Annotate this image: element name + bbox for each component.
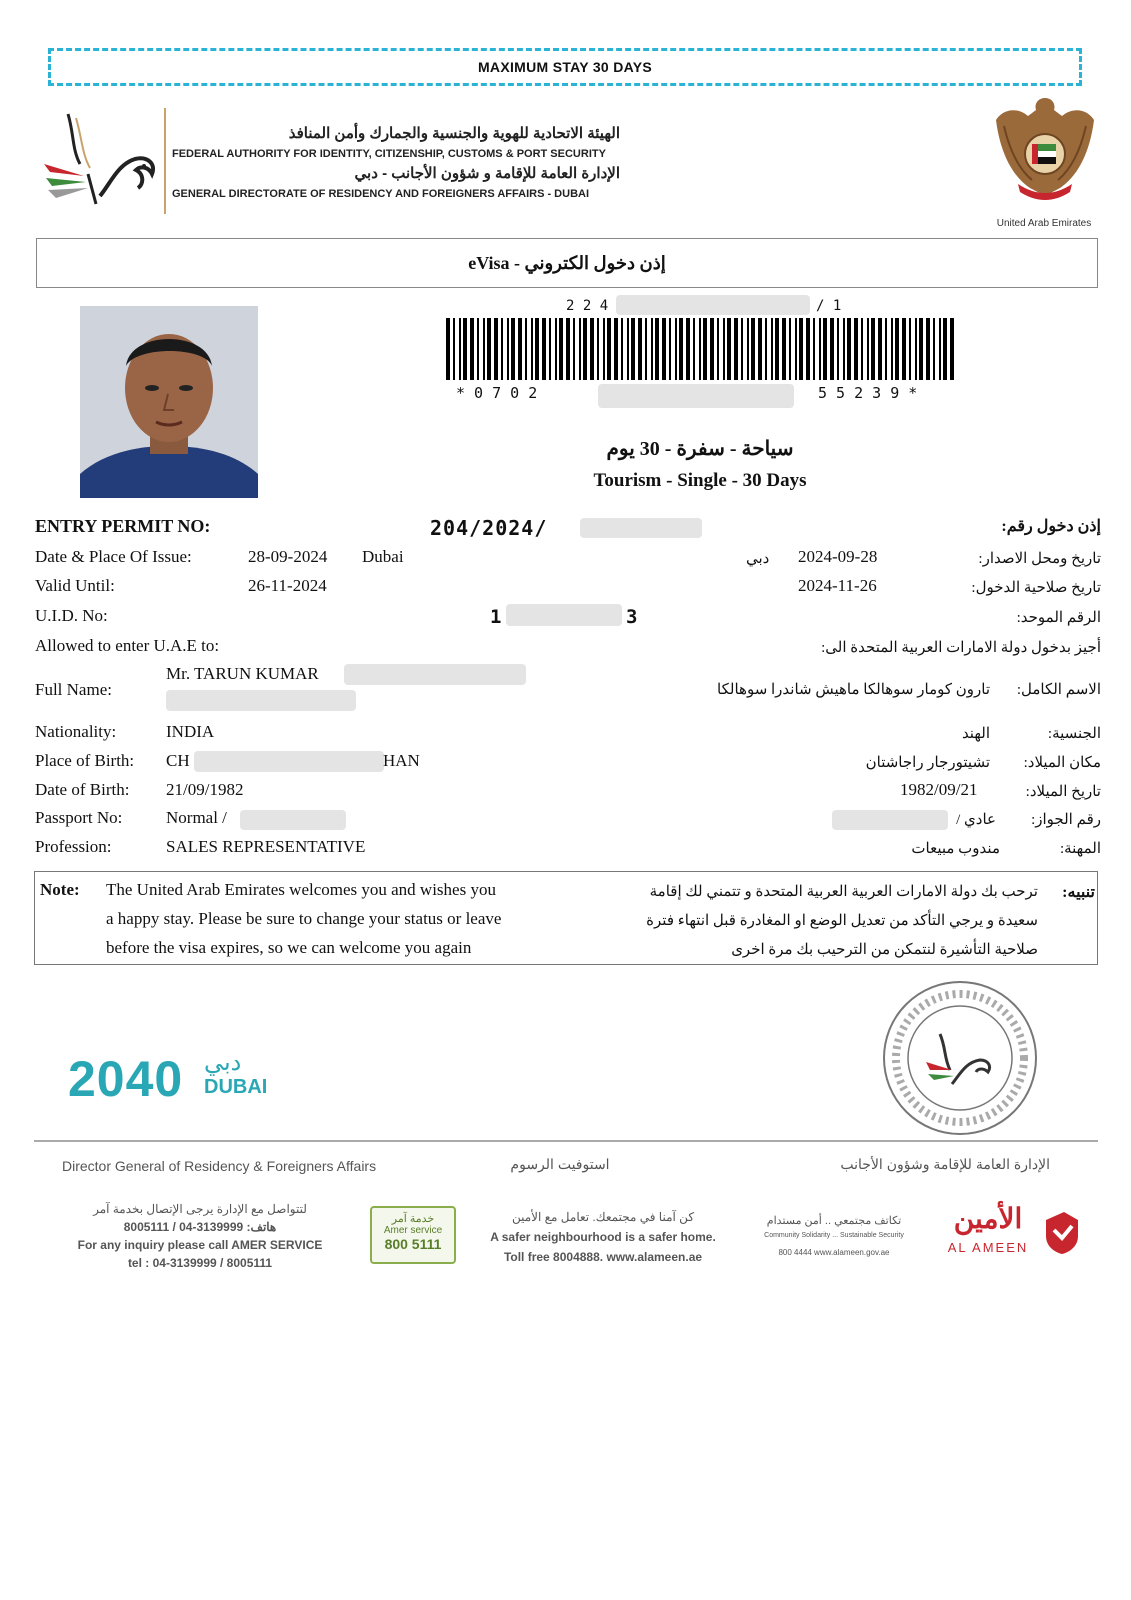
- passport-value: Normal /: [166, 808, 227, 827]
- footer-director-ar: الإدارة العامة للإقامة وشؤون الأجانب: [840, 1156, 1050, 1172]
- allowed-label-ar: أجيز بدخول دولة الامارات العربية المتحدة الى:: [821, 640, 1101, 656]
- entry-permit-label-ar: إذن دخول رقم:: [1001, 518, 1101, 535]
- note-label: Note:: [40, 880, 80, 899]
- evisa-title: eVisa - إذن دخول الكتروني: [468, 252, 666, 273]
- nationality-value: INDIA: [166, 722, 215, 741]
- passport-value-ar: عادي /: [956, 812, 996, 828]
- issue-date-ar: 2024-09-28: [798, 547, 878, 566]
- uae-emblem-icon: [990, 92, 1100, 216]
- visa-type-ar: سياحة - سفرة - 30 يوم: [606, 438, 794, 460]
- dubai-2040-en: DUBAI: [204, 1076, 268, 1098]
- valid-label-ar: تاريخ صلاحية الدخول:: [971, 580, 1101, 596]
- barcode-bottom-left: * 0 7 0 2: [456, 384, 538, 402]
- amer-logo-en: Amer service: [383, 1225, 443, 1236]
- issue-date: 28-09-2024: [248, 547, 328, 566]
- barcode-bottom-redaction: [598, 384, 794, 408]
- dob-value: 21/09/1982: [166, 780, 244, 799]
- authority-en-line2: GENERAL DIRECTORATE OF RESIDENCY AND FOREIGNERS AFFAIRS - DUBAI: [172, 188, 590, 200]
- profession-value: SALES REPRESENTATIVE: [166, 837, 366, 856]
- valid-date: 26-11-2024: [248, 576, 327, 595]
- passport-redaction: [240, 810, 346, 830]
- dob-value-ar: 1982/09/21: [900, 780, 978, 799]
- name-redaction-1: [344, 664, 526, 685]
- valid-label: Valid Until:: [35, 576, 115, 595]
- birthplace-redaction: [194, 751, 384, 772]
- name-label-ar: الاسم الكامل:: [1016, 682, 1101, 698]
- alameen-tag-ar: تكاتف مجتمعي .. أمن مستدام: [766, 1215, 902, 1227]
- alameen-hand-icon: [1040, 1210, 1084, 1256]
- profession-label-ar: المهنة:: [1059, 841, 1101, 857]
- emblem-caption: United Arab Emirates: [996, 218, 1092, 229]
- barcode-top-right: / 1: [816, 298, 842, 314]
- birthplace-value-start: CH: [166, 751, 190, 770]
- dob-label: Date of Birth:: [35, 780, 130, 799]
- amer-logo-ar: خدمة آمر: [391, 1213, 435, 1225]
- name-value: Mr. TARUN KUMAR: [166, 664, 319, 683]
- dubai-2040-ar: دبي: [204, 1049, 242, 1076]
- nationality-value-ar: الهند: [961, 726, 990, 742]
- passport-label: Passport No:: [35, 808, 123, 827]
- footer-fees-ar: استوفيت الرسوم: [510, 1156, 610, 1172]
- logo-divider: [164, 108, 166, 214]
- entry-permit-number: 204/2024/: [430, 516, 548, 540]
- alameen-logo-en: AL AMEEN: [947, 1240, 1029, 1255]
- entry-permit-redaction: [580, 518, 702, 538]
- birthplace-label: Place of Birth:: [35, 751, 135, 770]
- contact-tel: tel : 04-3139999 / 8005111: [127, 1256, 273, 1270]
- note-line-3: before the visa expires, so we can welcome you again: [106, 938, 472, 957]
- uid-label-ar: الرقم الموحد:: [1016, 610, 1101, 626]
- visa-type-en: Tourism - Single - 30 Days: [593, 470, 807, 491]
- barcode-bars: [446, 318, 956, 380]
- safe-toll: Toll free 8004888. www.alameen.ae: [503, 1250, 703, 1264]
- valid-date-ar: 2024-11-26: [798, 576, 877, 595]
- issue-place-ar: دبي: [746, 551, 770, 567]
- profession-value-ar: مندوب مبيعات: [911, 841, 1000, 857]
- contact-en: For any inquiry please call AMER SERVICE: [77, 1238, 323, 1252]
- profession-label: Profession:: [35, 837, 112, 856]
- footer-director-en: Director General of Residency & Foreigners Affairs: [62, 1158, 377, 1174]
- name-value-ar: تارون كومار سوهالكا ماهيش شاندرا سوهالكا: [717, 682, 990, 698]
- passport-label-ar: رقم الجواز:: [1031, 812, 1101, 828]
- birthplace-label-ar: مكان الميلاد:: [1023, 755, 1101, 771]
- note-ar-line-1: ترحب بك دولة الامارات العربية العربية المتحدة و تتمني لك إقامة: [649, 884, 1038, 900]
- authority-en-line1: FEDERAL AUTHORITY FOR IDENTITY, CITIZENSHIP, CUSTOMS & PORT SECURITY: [172, 148, 606, 160]
- nationality-label-ar: الجنسية:: [1047, 726, 1101, 742]
- uid-prefix: 1: [490, 606, 502, 628]
- safe-en: A safer neighbourhood is a safer home.: [490, 1230, 716, 1244]
- amer-logo: [370, 1206, 456, 1264]
- barcode-top-redaction: [616, 295, 810, 315]
- uid-label: U.I.D. No:: [35, 606, 108, 625]
- note-ar-line-3: صلاحية التأشيرة لنتمكن من الترحيب بك مرة اخرى: [731, 942, 1038, 958]
- nationality-label: Nationality:: [35, 722, 117, 741]
- dubai-2040-number: 2040: [68, 1051, 184, 1107]
- barcode-top-left: 2 2 4: [566, 298, 609, 314]
- contact-phone: 8005111 / 04-3139999 :هاتف: [123, 1220, 277, 1234]
- alameen-tag-en: Community Solidarity ... Sustainable Security: [764, 1232, 904, 1239]
- uid-redaction: [506, 604, 622, 626]
- note-label-ar: تنبيه:: [1062, 884, 1095, 901]
- applicant-photo: [80, 306, 258, 498]
- footer-divider: [34, 1140, 1098, 1142]
- issue-place: Dubai: [362, 547, 404, 566]
- issue-label-ar: تاريخ ومحل الاصدار:: [978, 551, 1101, 567]
- dob-label-ar: تاريخ الميلاد:: [1025, 784, 1101, 800]
- max-stay-banner: [48, 48, 1082, 86]
- alameen-contact: 800 4444 www.alameen.gov.ae: [778, 1248, 890, 1257]
- entry-permit-label: ENTRY PERMIT NO:: [35, 516, 211, 536]
- official-stamp-icon: [880, 978, 1040, 1138]
- barcode-bottom-right: 5 5 2 3 9 *: [818, 384, 918, 402]
- note-ar-line-2: سعيدة و يرجي التأكد من تعديل الوضع او المغادرة قبل انتهاء فترة: [646, 913, 1038, 929]
- safe-ar: كن آمنا في مجتمعك. تعامل مع الأمين: [511, 1210, 695, 1224]
- max-stay-text: MAXIMUM STAY 30 DAYS: [477, 59, 653, 75]
- contact-ar: لتتواصل مع الإدارة يرجى الإتصال بخدمة آمر: [93, 1202, 307, 1216]
- falcon-logo-icon: [40, 104, 160, 214]
- birthplace-value-end: HAN: [383, 751, 420, 770]
- uid-suffix: 3: [626, 606, 638, 628]
- authority-ar-line1: الهيئة الاتحادية للهوية والجنسية والجمارك وأمن المنافذ: [288, 125, 620, 142]
- birthplace-value-ar: تشيتورجار راجاشتان: [865, 755, 990, 771]
- authority-ar-line2: الإدارة العامة للإقامة و شؤون الأجانب - دبي: [354, 165, 620, 182]
- note-line-2: a happy stay. Please be sure to change your status or leave: [106, 909, 502, 928]
- allowed-label: Allowed to enter U.A.E to:: [35, 636, 220, 655]
- name-label: Full Name:: [35, 680, 112, 699]
- evisa-title-box: [36, 238, 1098, 288]
- amer-logo-num: 800 5111: [384, 1236, 442, 1252]
- alameen-logo-ar: الأمين: [953, 1203, 1023, 1234]
- note-line-1: The United Arab Emirates welcomes you and wishes you: [106, 880, 496, 899]
- name-redaction-2: [166, 690, 356, 711]
- issue-label: Date & Place Of Issue:: [35, 547, 192, 566]
